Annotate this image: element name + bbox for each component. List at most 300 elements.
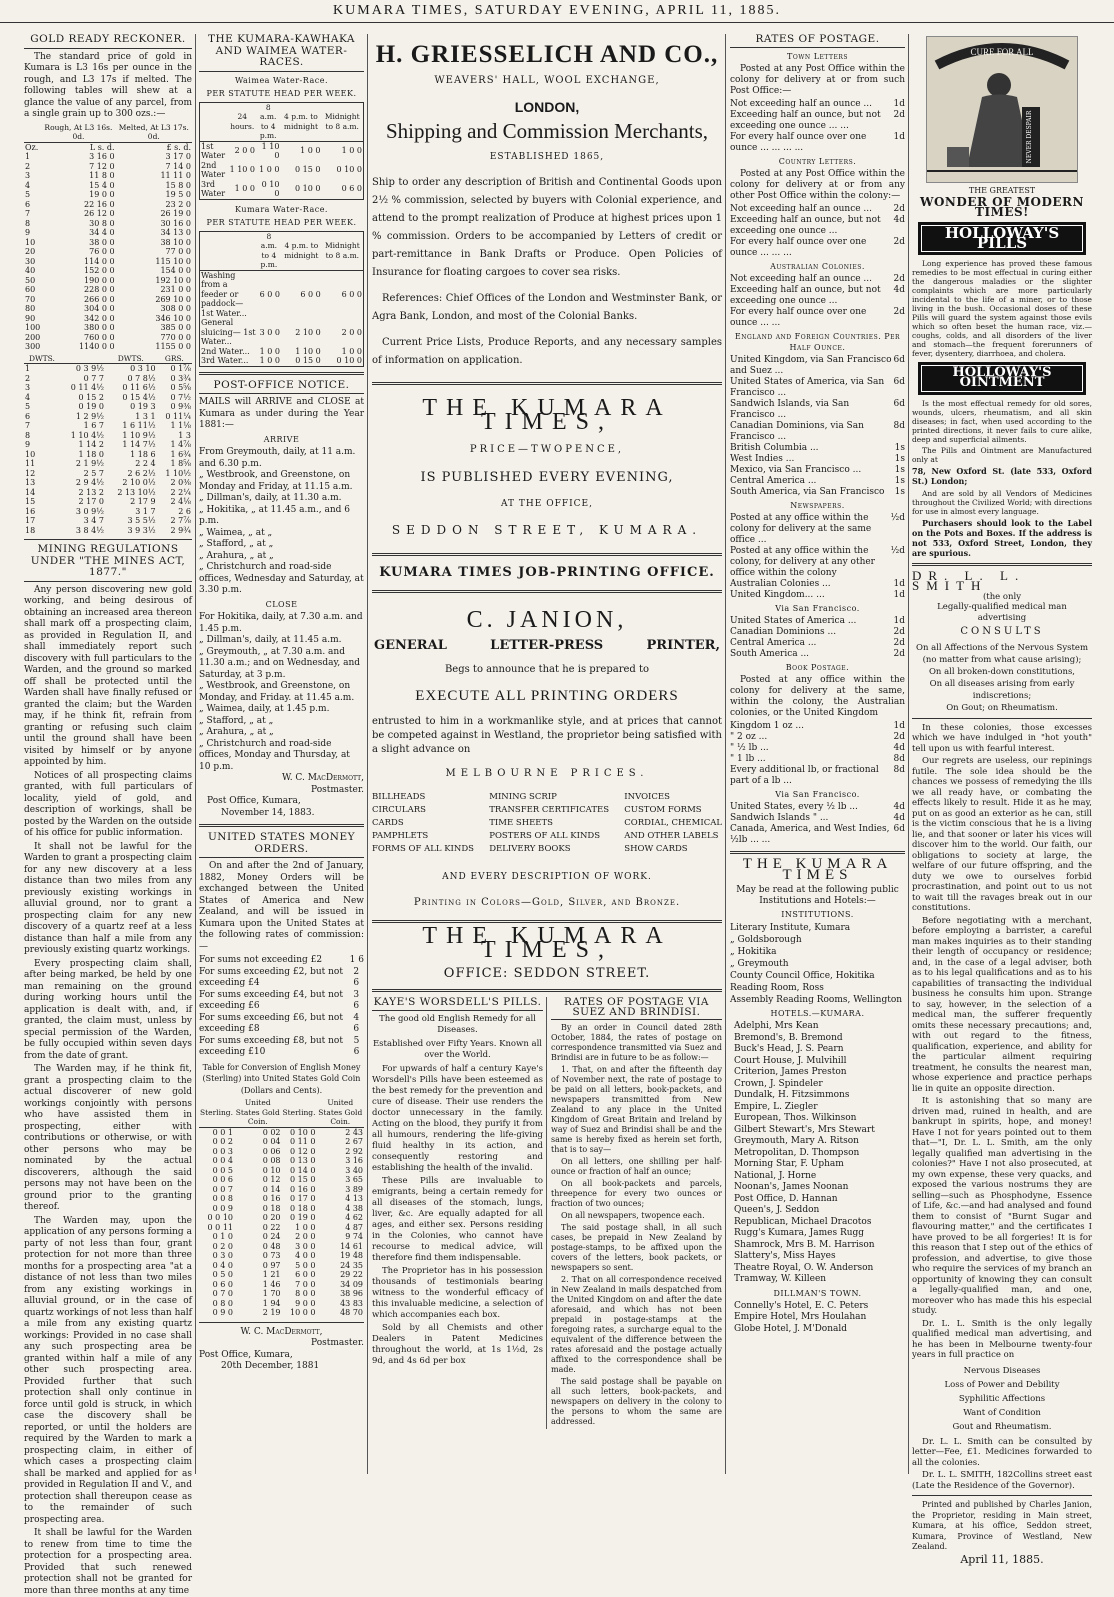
service-item: CIRCULARS [372, 805, 426, 815]
dwt-row-cell: 2 0⅜ [170, 478, 191, 487]
manufactured: The Pills and Ointment are Manufactured only at [912, 445, 1092, 464]
rate-row [730, 813, 905, 824]
column-postage [730, 34, 905, 1474]
gold-row-cell: 26 19 0 [160, 209, 191, 218]
conversion-row-cell: 4 62 [345, 1213, 363, 1222]
griesselich-trade: Shipping and Commission Merchants, [386, 119, 708, 143]
rate-label: For every half ounce over one ounce ... ... [730, 307, 867, 328]
conversion-row-cell: 0 18 [262, 1203, 281, 1213]
smith-para: In these colonies, those excesses which we have indulged in "hot youth" tell upon us with fearful interest. [912, 722, 1092, 754]
arrive-item: From Greymouth, daily, at 11 a.m. and 6.30 p.m. [199, 447, 356, 469]
service-item: CARDS [372, 818, 404, 828]
institution-item: County Council Office, Hokitika [730, 971, 875, 981]
gold-row-cell: 38 10 0 [160, 237, 191, 247]
rate-value: 2d [893, 732, 905, 742]
conversion-row-cell: 0 1 0 [212, 1232, 233, 1241]
conversion-row [199, 1185, 364, 1195]
dwt-row-cell: 0 19 0 [78, 402, 104, 411]
dwt-row-cell: 3 8 4½ [75, 525, 104, 535]
gold-row-cell: 60 [25, 285, 36, 294]
conversion-row-cell: 4 13 [345, 1194, 363, 1203]
gold-row-cell: 30 8 0 [89, 218, 115, 228]
rate-label: Australian Colonies ... [730, 579, 831, 589]
waimea-row-cell: 0 6 0 [341, 184, 362, 194]
th-lsd2: £ s. d. [166, 142, 191, 152]
rate-value: 3 6 [353, 989, 360, 1011]
gold-row-cell: 3 16 0 [89, 152, 115, 161]
rate-row [730, 579, 905, 590]
brindisi-para: The said postage shall, in all such cases, be prepaid in New Zealand by postage-stamps, to be affixed upon the covers of the letters, book packets, or newspapers so sent. [551, 1223, 722, 1272]
gold-row-cell: 770 0 0 [160, 332, 191, 342]
rate-value: 4d [893, 743, 905, 753]
rate-value: 2d [893, 649, 905, 659]
griesselich-city: LONDON, [514, 99, 580, 115]
dwt-row [24, 516, 192, 526]
gold-row-cell: 38 0 0 [89, 237, 115, 247]
conversion-table [199, 1098, 364, 1318]
foreign-label: England and Foreign Countries. Per Half Ounce. [734, 332, 901, 352]
gold-row [24, 295, 192, 305]
kaye-est: Established over Fifty Years. Known all over the World. [372, 1039, 543, 1060]
kumara-header: 4 p.m. to midnight [281, 231, 322, 270]
rate-label: Mexico, via San Francisco ... [730, 465, 862, 475]
dwt-row-cell: 2 9¾ [170, 525, 191, 535]
gold-row-cell: 10 [25, 237, 36, 247]
conversion-row-cell: 0 97 [262, 1260, 281, 1270]
rate-label: Exceeding half an ounce, but not exceeding one ounce ... ... [730, 110, 881, 131]
waimea-row [200, 180, 364, 200]
rate-row [730, 237, 905, 259]
dwt-row-cell: 1 1⅛ [170, 421, 191, 430]
kumara-table [199, 231, 364, 367]
rate-value: 1d [893, 132, 905, 142]
gold-row-cell: 7 [25, 209, 31, 218]
kumara-row-cell: 2 10 0 [295, 327, 321, 337]
griesselich-refs: References: Chief Offices of the London and Westminster Bank, or Agra Bank, London, and most of the Colonial Banks. [372, 293, 722, 322]
janion-role-c: PRINTER, [646, 638, 720, 653]
hotel-item: Dundalk, H. Fitzsimmons [734, 1090, 850, 1100]
gold-row-cell: 7 12 0 [89, 161, 115, 171]
conversion-row [199, 1270, 364, 1280]
rate-row [199, 990, 364, 1013]
hotel-item: Republican, Michael Dracotos [734, 1216, 872, 1227]
hotel-item: National, J. Horne [734, 1170, 817, 1181]
conversion-row-cell: 0 08 [262, 1156, 281, 1165]
arrive-item: „ Waimea, „ at „ [199, 527, 273, 538]
conversion-row [199, 1308, 364, 1318]
gold-row [24, 200, 192, 210]
brindisi-para: On all newspapers, twopence each. [561, 1211, 705, 1220]
kaye-para: For upwards of half a century Kaye's Worsdell's Pills have been esteemed as the best remedy for the prevention and cure of disease. Their use renders the doctor unnecessary in the family. Acting on the blood, they purify it from all humours, rendering the life-giving fluid healthy in its action, and consequently restoring and establishing the health of the invalid. [372, 1064, 543, 1173]
smith-consult-item: On all diseases arising from early indiscretions; [929, 678, 1075, 701]
rate-value: 2d [893, 237, 905, 247]
conversion-row-cell: 3 40 [345, 1165, 363, 1175]
service-item: BILLHEADS [372, 792, 426, 802]
dwt-row-cell: 2 9 4½ [75, 478, 104, 487]
hotel-item: Globe Hotel, J. M'Donald [734, 1323, 848, 1334]
smith-para: It is astonishing that so many are driven mad, ruined in health, and are bankrupt in spirits, hope, and money! Have I not for years pointed out to them that—"I, Dr. L. L. Smith, am the only legally qualified man advertising in the colonies?" Have I not also prosecuted, at my own expense, these very quacks, and exposed the various nostrums they are selling—such as Phosphodyne, Essence of Life, &c.—and had analysed and found them to consist of "Burnt Sugar and flavouring matter," and the certificates I have proved to be all forgeries! It is for this reason that I step out of the ethics of profession, and advertise, to give those who require the services of my branch an opportunity of knowing they can consult a legally-qualified man, and one, moreover who has made this his especial study. [912, 1096, 1092, 1316]
hotel-item: Noonan's, James Noonan [734, 1182, 849, 1192]
dwt-row [24, 374, 192, 384]
gold-row-cell: 228 0 0 [84, 285, 115, 294]
rate-row [730, 476, 905, 487]
rate-row [730, 649, 905, 660]
rate-label: South America ... [730, 649, 810, 659]
rate-label: United States, every ½ lb ... [730, 802, 858, 812]
conversion-row [199, 1166, 364, 1176]
dwt-row [24, 440, 192, 450]
waimea-title: Waimea Water-Race. [235, 75, 328, 85]
close-item: „ Westbrook, and Greenstone, on Monday, and Friday. at 11.45 a.m. [199, 681, 355, 703]
rate-value: 1s [894, 476, 905, 486]
dwt-row-cell: 1 18 6 [130, 449, 156, 459]
dwt-row-cell: 1 6¾ [170, 449, 191, 459]
gold-row-cell: 200 [25, 332, 41, 342]
conversion-row [199, 1137, 364, 1147]
hotel-item: European, Thos. Wilkinson [734, 1113, 857, 1123]
gold-row-cell: 3 [25, 171, 31, 180]
dwt-row-cell: 2 5 7 [83, 468, 104, 478]
hotel-item: Tramway, W. Killeen [734, 1274, 827, 1284]
conversion-row-cell: 3 65 [345, 1175, 363, 1184]
gold-row-cell: 385 0 0 [160, 323, 191, 332]
waimea-row-cell: 2 0 0 [234, 146, 256, 156]
kaye-para: These Pills are invaluable to emigrants, being a certain remedy for all diseases of the stomach, lungs, liver, &c. Are equally adapted for all ages, and either sex. Persons residing in the Colonies, who cannot have recourse to medical advice, will therefore find them indispensable. [372, 1176, 543, 1263]
conversion-row-cell: 9 0 0 [295, 1298, 316, 1308]
rate-row [730, 638, 905, 649]
mining-para: The Warden may, upon the application of any persons forming a party of not less than four, grant protection for not more than three months for a prospecting area "at a distance of not less than two miles from any existing workings in alluvial ground, or in the case of quartz workings of not less than half a mile from any existing quartz workings: Provided in no case shall any such prospecting area be granted within half a mile of any other such prospecting area. Provided further that such protection shall only continue in force until gold is struck, in which case the discovery shall be reported, or until the holders are required by the Warden to mark a prospecting claim, in either of which cases a prospecting claim shall be marked and applied for as provided in Regulation II and V., and protection shall thereupon cease as to the remainder of such prospecting area. [24, 1215, 192, 1525]
janion-name: C. JANION, [466, 607, 628, 633]
conversion-row-cell: 3 16 [345, 1156, 363, 1165]
arrive-item: „ Christchurch and road-side offices, Wednesday and Saturday, at 3.30 p.m. [199, 562, 364, 595]
via-sf-label: Via San Francisco. [775, 604, 860, 613]
kumara-row-cell: 6 0 0 [341, 289, 362, 299]
conversion-row-cell: 4 0 0 [295, 1251, 316, 1260]
rate-row [730, 721, 905, 732]
rate-row [199, 1036, 364, 1059]
rate-row [730, 824, 905, 846]
th-melted: Melted, At L3 17s. 0d. [116, 123, 192, 143]
rate-row [730, 99, 905, 110]
dwt-row-cell: 1 8⅝ [170, 459, 191, 468]
dwt-row-cell: 0 3 9½ [75, 364, 104, 373]
dwt-row-cell: 8 [25, 430, 31, 440]
smith-addr: Dr. L. L. SMITH, 182Collins street east (Late the Residence of the Governor). [912, 1470, 1092, 1491]
conversion-row-cell: 2 0 0 [295, 1232, 316, 1241]
mining-para: Every prospecting claim shall, after being marked, be held by one man remaining on the ground during working hours until the application is dealt with, and, if granted, the claim must, unless by special permission of the Warden, be fully occupied within seven days from the date of grant. [24, 958, 192, 1061]
hotel-item: Crown, J. Spindeler [734, 1078, 823, 1089]
conversion-row [199, 1194, 364, 1204]
service-item: AND OTHER LABELS [624, 831, 719, 841]
rate-row [730, 754, 905, 765]
conversion-header: United States Gold Coin. [235, 1098, 280, 1126]
town-intro: Posted at any Post Office within the colony for delivery at or from such Post Office:— [730, 64, 905, 96]
mining-para: Any person discovering new gold working, and being desirous of obtaining an increased area thereon shall mark off a prospecting claim, as provided in Regulation II, and shall immediately report such discovery with full particulars to the Warden, and the ground so marked off shall be protected until the Warden shall have finally refused or granted the claim; but the Warden may, if he think fit, refrain from granting or refusing such claim until the ground shall have been visited by himself or by anyone appointed by him. [24, 584, 192, 767]
kaye-para: Sold by all Chemists and other Dealers in Patent Medicines throughout the world, at 1s 1½d, 2s 9d, and 4s 6d per box [372, 1323, 543, 1366]
gold-row [24, 152, 192, 162]
gold-row-cell: 3 17 0 [165, 152, 191, 161]
smith-name: DR. L. L. SMITH [912, 567, 1026, 593]
conversion-row-cell: 0 7 0 [212, 1289, 233, 1298]
dwt-row-cell: 12 [25, 468, 36, 478]
gold-row-cell: 15 4 0 [89, 180, 115, 190]
conversion-row-cell: 5 0 0 [295, 1260, 316, 1270]
dwt-row-cell: 0 9⅜ [170, 402, 191, 411]
griesselich-est: ESTABLISHED 1865, [489, 152, 605, 162]
dwt-row-cell: 5 [25, 402, 31, 411]
th-lsd: L s. d. [89, 142, 115, 152]
smith-para: Dr. L. L. Smith is the only legally qualified medical man advertising, and he has been in Melbourne twenty-four years in full practice on [912, 1318, 1092, 1360]
hotels-label: HOTELS.—KUMARA. [770, 1009, 865, 1018]
po-date: November 14, 1883. [221, 807, 315, 818]
dwt-row-cell: 4 [25, 392, 31, 402]
kt-published: IS PUBLISHED EVERY EVENING, [420, 470, 674, 485]
rate-label: " ½ lb ... [730, 743, 769, 753]
dwt-row-cell: 2 17 0 [78, 497, 104, 506]
dwt-row [24, 421, 192, 431]
waimea-header: 4 p.m. to midnight [280, 102, 321, 141]
dwt-row-cell: 1 2 9½ [75, 411, 104, 421]
rate-value: 4d [893, 813, 905, 823]
aus-label: Australian Colonies. [770, 262, 865, 271]
conversion-row-cell: 0 14 0 [290, 1165, 316, 1175]
gold-row-cell: 34 13 0 [160, 228, 191, 237]
th-dwts: DWTS. [24, 354, 60, 364]
conversion-row-cell: 38 96 [340, 1289, 363, 1298]
gold-row-cell: 308 0 0 [160, 304, 191, 313]
gold-row-cell: 50 [25, 275, 36, 285]
rate-value: 4d [893, 215, 905, 225]
kumara-row [200, 356, 364, 366]
ointment-text: Is the most effectual remedy for old sores, wounds, ulcers, rheumatism, and all skin diseases; in fact, when used according to the printed directions, it never fails to cure alike, deep and superficial ailments. [912, 398, 1092, 444]
janion-execute: EXECUTE ALL PRINTING ORDERS [415, 688, 679, 704]
gold-row-cell: 114 0 0 [84, 256, 115, 266]
kt-price: PRICE—TWOPENCE, [469, 444, 625, 455]
arrive-item: „ Stafford, „ at „ [199, 539, 274, 549]
dwt-row-cell: 0 11 6½ [122, 383, 156, 392]
rate-row [730, 204, 905, 215]
dwt-row-cell: 0 7 8½ [127, 373, 156, 383]
dwt-row [24, 469, 192, 479]
gold-table [24, 123, 192, 352]
kumara-row-cell: 3rd Water... [201, 356, 249, 365]
gold-row [24, 276, 192, 286]
dwt-row [24, 507, 192, 517]
gold-row-cell: 9 [25, 228, 31, 237]
rate-label: Canadian Dominions ... [730, 627, 837, 637]
dwt-row-cell: 2 4⅛ [170, 497, 191, 506]
rate-value: 2d [893, 638, 905, 648]
janion-melb: MELBOURNE PRICES. [445, 768, 649, 779]
hotel-item: Adelphi, Mrs Kean [734, 1021, 819, 1031]
mining-para: Notices of all prospecting claims granted, with full particulars of locality, yield of gold, and description of workings, shall be posted by the Warden on the outside of his office for public information. [24, 770, 192, 838]
per-week: PER STATUTE HEAD PER WEEK. [206, 89, 357, 98]
gold-row-cell: 1155 0 0 [155, 342, 191, 351]
dwt-row-cell: 3 5 5½ [127, 516, 156, 525]
dwt-row [24, 497, 192, 507]
service-item: POSTERS OF ALL KINDS [489, 831, 601, 841]
per-week-2: PER STATUTE HEAD PER WEEK. [206, 218, 357, 227]
gold-row [24, 285, 192, 295]
gold-row-cell: 20 [25, 247, 36, 256]
dwt-row-cell: 17 [25, 516, 36, 525]
imprint-date: April 11, 1885. [960, 1552, 1044, 1566]
conversion-row-cell: 19 48 [340, 1251, 363, 1260]
gold-row-cell: 15 8 0 [165, 180, 191, 190]
dwt-row-cell: 18 [25, 525, 36, 535]
institution-item: „ Goldsborough [730, 935, 802, 945]
conversion-row-cell: 0 0 1 [212, 1127, 233, 1137]
waimea-row-cell: 0 15 0 [294, 165, 321, 175]
dwt-row [24, 478, 192, 488]
smith-list-item: Syphilitic Affections [958, 1393, 1046, 1404]
dwt-row [24, 526, 192, 536]
mining-para: It shall not be lawful for the Warden to grant a prospecting claim for any new discovery at a less distance than two miles from any previously existing workings in alluvial ground, nor to grant a prospecting claim for any new discovery of a quartz reef at a less distance than half a mile from any previously existing quartz workings. [24, 841, 192, 955]
gold-row-cell: 11 8 0 [89, 171, 115, 180]
dwt-row-cell: 0 3 10 [130, 364, 156, 373]
dwt-row-cell: 3 4 7 [83, 516, 104, 525]
waimea-header [200, 102, 229, 141]
gold-row [24, 266, 192, 276]
mining-para: It shall be lawful for the Warden to renew from time to time the protection for a prospecting area. Provided that such renewed protection shall not be granted for more than three months at any time [24, 1528, 192, 1596]
rate-value: 4 6 [353, 1012, 360, 1034]
usmoney-title: UNITED STATES MONEY ORDERS. [199, 832, 364, 858]
close-item: „ Waimea, daily, at 1.45 p.m. [199, 704, 330, 714]
dwt-row-cell: 1 6 7 [83, 421, 104, 430]
gold-row-cell: 380 0 0 [84, 323, 115, 332]
via-sf2-label: Via San Francisco. [775, 790, 860, 799]
conversion-row-cell: 0 13 0 [290, 1156, 316, 1165]
gold-row-cell: 26 12 0 [84, 209, 115, 218]
rate-row [730, 732, 905, 743]
arrive-item: „ Westbrook, and Greenstone, on Monday and Friday, at 11.15 a.m. [199, 470, 353, 492]
close-item: „ Stafford, „ at „ [199, 715, 274, 726]
brindisi-para: 2. That on all correspondence received in New Zealand in mails despatched from the United Kingdom on and after the date aforesaid, and which has not been prepaid in postage-stamps at the foregoing rates, a surcharge equal to the equivalent of the difference between the rates aforesaid and the postage actually affixed to the correspondence shall be made. [551, 1275, 722, 1374]
conversion-row-cell: 0 0 4 [212, 1156, 233, 1165]
gold-row-cell: 76 0 0 [89, 247, 115, 256]
conversion-row [199, 1289, 364, 1299]
rate-row [730, 546, 905, 579]
rate-value: 4d [893, 285, 905, 295]
dwt-row-cell: 2 2 4 [135, 459, 156, 468]
rate-value: 1d [893, 721, 905, 731]
hotel-item: Rugg's Kumara, James Rugg [734, 1228, 865, 1238]
smith-list-item: Want of Condition [963, 1407, 1041, 1418]
conversion-row-cell: 24 35 [340, 1260, 363, 1270]
kumara-row-cell: Washing from a feeder or paddock— 1st Water... [201, 270, 247, 318]
dwt-row [24, 402, 192, 412]
conversion-row-cell: 9 74 [345, 1232, 363, 1241]
waimea-row [200, 161, 364, 180]
column-gold [24, 33, 192, 1596]
conversion-row-cell: 3 89 [345, 1184, 363, 1194]
kt-at: AT THE OFFICE, [501, 499, 593, 509]
service-item: DELIVERY BOOKS [489, 844, 571, 854]
brindisi-title: RATES OF POSTAGE VIA SUEZ AND BRINDISI. [551, 997, 722, 1020]
kumara-row-cell: 0 10 0 [336, 356, 362, 365]
gold-row [24, 333, 192, 343]
conversion-row-cell: 0 0 8 [212, 1194, 233, 1203]
book-intro: Posted at any office within the colony for delivery at the same, within the colony, the Australian colonies, or the United Kingdom [730, 675, 905, 718]
dwt-row-cell: 0 15 2 [78, 392, 104, 402]
rate-label: United States of America, via San Francisco ... [730, 377, 885, 398]
janion-every: AND EVERY DESCRIPTION OF WORK. [442, 872, 652, 882]
waimea-row [200, 141, 364, 161]
conversion-row-cell: 0 8 0 [212, 1298, 233, 1308]
column-rule [195, 34, 196, 1474]
rate-value: 1s [894, 443, 905, 453]
holloway-pills-banner: HOLLOWAY'S PILLS [918, 222, 1086, 255]
dwt-row-cell: 2 13 2 [78, 487, 104, 497]
smith-list-item: Nervous Diseases [963, 1365, 1041, 1376]
rate-label: Not exceeding half an ounce ... [730, 99, 873, 109]
conversion-row-cell: 0 15 0 [290, 1175, 316, 1184]
readat-title: THE KUMARA TIMES [742, 856, 893, 883]
rate-label: For sums exceeding £2, but not exceeding £4 [199, 966, 343, 988]
rate-value: 1d [893, 579, 905, 589]
hotel-item: Morning Star, F. Upham [734, 1159, 844, 1169]
kumara-row [200, 347, 364, 357]
rate-label: West Indies ... [730, 454, 795, 464]
conversion-row-cell: 0 24 [262, 1232, 281, 1241]
gold-row [24, 342, 192, 352]
rate-label: British Columbia ... [730, 443, 819, 453]
hotel-item: Court House, J. Mulvihill [734, 1055, 847, 1066]
conversion-row [199, 1242, 364, 1252]
janion-services [372, 791, 722, 856]
gold-row-cell: 19 5 0 [165, 190, 191, 199]
pills-text: Long experience has proved these famous remedies to be most effectual in curing either the dangerous maladies or the slighter complaints which are more particularly incidental to the life of a miner, or to those living in the bush. Occasional doses of these Pills will guard the system against those evils which so often beset the human race, viz.—coughs, colds, and all disorders of the liver and stomach—the frequent forerunners of fever, dysentery, diarrhoea, and cholera. [912, 258, 1092, 358]
rate-value: 6d [893, 824, 905, 834]
conversion-row-cell: 1 94 [262, 1298, 281, 1308]
dwt-row-cell: 2 1 9½ [75, 459, 104, 468]
conversion-row-cell: 7 0 0 [295, 1279, 316, 1289]
waimea-row-cell: 0 10 0 [261, 179, 280, 198]
conversion-row-cell: 0 14 [262, 1184, 281, 1194]
gold-row-cell: 80 [25, 304, 36, 313]
conversion-row [199, 1204, 364, 1214]
kaye-ad [372, 997, 547, 1429]
conversion-row-cell: 34 09 [340, 1279, 363, 1289]
conversion-row-cell: 0 48 [262, 1241, 281, 1251]
dwt-row-cell: 2 7⅞ [170, 516, 191, 525]
dwt-row-cell: 1 10 9½ [122, 430, 156, 440]
post-office-title: POST-OFFICE NOTICE. [199, 380, 364, 395]
dwt-row [24, 488, 192, 498]
janion-colors: Printing in Colors—Gold, Silver, and Bronze. [413, 897, 681, 908]
waimea-row-cell: 0 10 0 [336, 165, 362, 175]
dwt-row-cell: 1 18 0 [78, 449, 104, 459]
dwt-row-cell: 3 9 3½ [127, 525, 156, 535]
conversion-row [199, 1299, 364, 1309]
conversion-row-cell: 0 16 [262, 1194, 281, 1203]
dwt-row-cell: 1 [25, 364, 31, 373]
banner-text: CURE FOR ALL [970, 47, 1034, 57]
gold-row [24, 228, 192, 238]
rate-row [730, 616, 905, 627]
dwt-row-cell: 7 [25, 421, 31, 430]
conversion-row [199, 1280, 364, 1290]
dwt-row-cell: 15 [25, 497, 36, 506]
hotel-item: Buck's Head, J. S. Pearn [734, 1044, 844, 1054]
holloway-illustration [926, 36, 1078, 183]
gold-row-cell: 5 [25, 190, 31, 199]
rate-label: Canadian Dominions, via San Francisco ... [730, 421, 864, 442]
masthead: KUMARA TIMES, SATURDAY EVENING, APRIL 11, 1885. [0, 0, 1114, 23]
rate-row [730, 590, 905, 601]
water-title: THE KUMARA-KAWHAKA AND WAIMEA WATER-RACES. [199, 34, 364, 72]
waimea-row-cell: 1 0 0 [341, 146, 362, 156]
